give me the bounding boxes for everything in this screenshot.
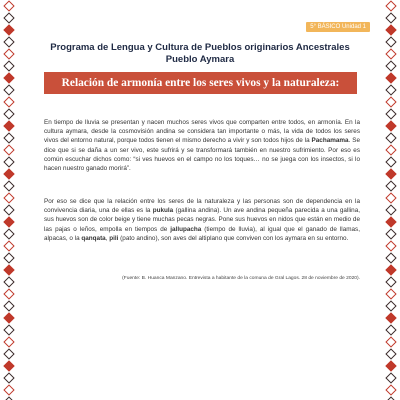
border-diamond-icon: [385, 372, 396, 383]
border-diamond-icon: [385, 120, 396, 131]
border-diamond-icon: [385, 300, 396, 311]
border-diamond-icon: [3, 168, 14, 179]
border-diamond-icon: [3, 12, 14, 23]
border-diamond-icon: [3, 288, 14, 299]
border-diamond-icon: [385, 336, 396, 347]
border-diamond-icon: [3, 240, 14, 251]
border-diamond-icon: [385, 144, 396, 155]
border-diamond-icon: [3, 384, 14, 395]
border-diamond-icon: [385, 108, 396, 119]
term-qanqata: qanqata: [81, 234, 106, 242]
border-diamond-icon: [3, 336, 14, 347]
border-diamond-icon: [385, 84, 396, 95]
program-subtitle: Pueblo Aymara: [165, 54, 235, 65]
border-diamond-icon: [3, 312, 14, 323]
border-diamond-icon: [3, 360, 14, 371]
border-diamond-icon: [3, 348, 14, 359]
border-diamond-icon: [3, 264, 14, 275]
term-jallupacha: jallupacha: [170, 225, 202, 233]
paragraph-1-text-2: . Se dice que si se daña a un ser vivo, este sufrirá y se transformará también en nuestro sufrimiento. Por eso es común escuchar dichos como: “si ves huevos en el campo no los toques… no se juega con los insectos, si lo hacen nuestro ganado morirá”.: [44, 137, 360, 173]
border-diamond-icon: [385, 276, 396, 287]
border-diamond-icon: [3, 120, 14, 131]
border-diamond-icon: [385, 348, 396, 359]
border-diamond-icon: [3, 144, 14, 155]
border-diamond-icon: [385, 252, 396, 263]
grade-unit-badge: 5° BÁSICO Unidad 1: [306, 22, 370, 32]
border-diamond-icon: [385, 396, 396, 400]
border-diamond-icon: [3, 96, 14, 107]
border-diamond-icon: [385, 24, 396, 35]
border-diamond-icon: [3, 192, 14, 203]
border-diamond-icon: [3, 180, 14, 191]
border-diamond-icon: [385, 384, 396, 395]
border-diamond-icon: [3, 300, 14, 311]
paragraph-2-text-2: (gallina andina). Un ave andina pequeña parecida a una gallina, sus huevos son de color beige y tiene muchas pecas negras. Pone sus huevos en nidos que están en medio de las pajas o leños, empolla en tiempos de: [44, 207, 360, 233]
border-diamond-icon: [385, 192, 396, 203]
paragraph-2-text-5: (pato andino), son aves del altiplano que conviven con los aymara en su entorno.: [118, 234, 349, 242]
paragraph-1: [44, 118, 360, 173]
paragraph-2-text: Por eso se dice que la relación entre los seres de la naturaleza y las personas son de dependencia en la convivencia diaria, una de ellas es la: [44, 198, 360, 215]
program-header: [0, 42, 400, 66]
border-diamond-icon: [385, 240, 396, 251]
term-pukula: pukula: [152, 207, 174, 215]
border-diamond-icon: [385, 204, 396, 215]
paragraph-1-text: En tiempo de lluvia se presentan y nacen muchos seres vivos que comparten entre todos, en armonía. En la cultura aymara, desde la cosmovisión andina se considera tan importante o más, la vida de todos los seres vivos del entorno natural, porque todos tienen el mismo derecho a vivir y son todos hijos de la: [44, 119, 360, 145]
source-citation: (Fuente: B. Huanca Manzano. Entrevista a habitante de la comuna de Gral Lagos. 28 de noviembre de 2020).: [122, 276, 360, 281]
border-diamond-icon: [3, 0, 14, 11]
border-diamond-icon: [3, 216, 14, 227]
border-diamond-icon: [385, 360, 396, 371]
border-diamond-icon: [385, 132, 396, 143]
border-diamond-icon: [385, 264, 396, 275]
border-diamond-icon: [3, 84, 14, 95]
border-diamond-icon: [3, 72, 14, 83]
border-diamond-icon: [3, 252, 14, 263]
border-diamond-icon: [385, 12, 396, 23]
border-diamond-icon: [385, 288, 396, 299]
border-diamond-icon: [385, 216, 396, 227]
border-diamond-icon: [385, 180, 396, 191]
border-diamond-icon: [3, 108, 14, 119]
border-diamond-icon: [3, 276, 14, 287]
border-diamond-icon: [385, 0, 396, 11]
border-diamond-icon: [3, 324, 14, 335]
section-title: Relación de armonía entre los seres vivos y la naturaleza:: [61, 77, 340, 89]
border-diamond-icon: [3, 156, 14, 167]
border-diamond-icon: [385, 72, 396, 83]
border-diamond-icon: [385, 96, 396, 107]
border-diamond-icon: [3, 372, 14, 383]
paragraph-2-text-3: (tiempo de lluvia), al igual que el ganado de llamas, alpacas, o la: [44, 225, 360, 242]
paragraph-2: [44, 197, 360, 243]
border-diamond-icon: [3, 396, 14, 400]
program-title: Programa de Lengua y Cultura de Pueblos originarios Ancestrales: [50, 42, 350, 53]
section-title-bar: [44, 72, 357, 94]
border-diamond-icon: [3, 24, 14, 35]
border-diamond-icon: [385, 312, 396, 323]
term-pili: pili: [109, 234, 119, 242]
border-diamond-icon: [385, 156, 396, 167]
border-diamond-icon: [385, 324, 396, 335]
border-diamond-icon: [3, 228, 14, 239]
paragraph-2-text-4: ,: [105, 234, 110, 242]
border-diamond-icon: [3, 204, 14, 215]
term-pachamama: Pachamama: [311, 137, 349, 145]
border-diamond-icon: [3, 132, 14, 143]
border-diamond-icon: [385, 168, 396, 179]
border-diamond-icon: [385, 228, 396, 239]
